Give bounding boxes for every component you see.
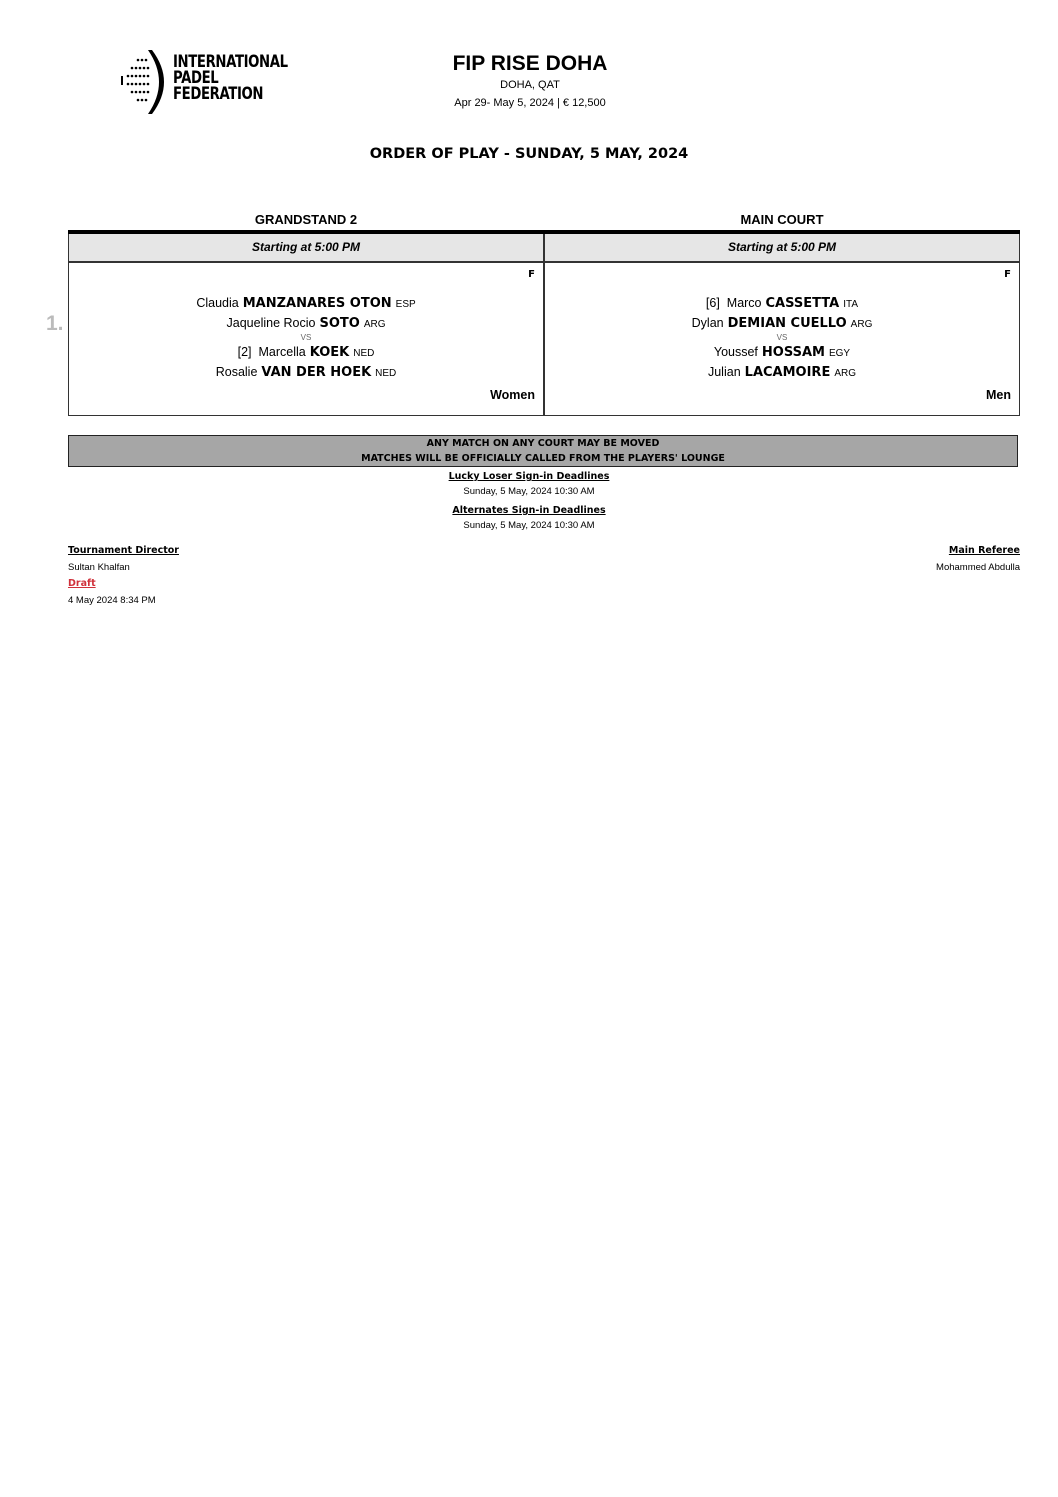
start-time: Starting at 5:00 PM	[69, 234, 543, 263]
category-label: Men	[986, 388, 1011, 402]
vs-label: VS	[300, 333, 312, 342]
tournament-dates: Apr 29- May 5, 2024 | € 12,500	[454, 97, 606, 109]
padel-ball-logo-icon	[118, 48, 168, 116]
player: Julian LACAMOIRE ARG	[707, 365, 856, 380]
match-cell	[545, 263, 1019, 415]
referee-name: Mohammed Abdulla	[936, 561, 1020, 573]
match-cell	[69, 263, 543, 415]
schedule-table	[68, 212, 1020, 416]
page-title: ORDER OF PLAY - SUNDAY, 5 MAY, 2024	[369, 146, 689, 162]
notice-line: ANY MATCH ON ANY COURT MAY BE MOVED	[426, 438, 660, 449]
start-time: Starting at 5:00 PM	[545, 234, 1019, 263]
logo-line: PADEL	[173, 68, 219, 88]
deadline-title: Lucky Loser Sign-in Deadlines	[448, 471, 610, 482]
tournament-header	[330, 52, 730, 109]
lucky-loser-deadline	[0, 471, 1058, 497]
court-name: MAIN COURT	[740, 212, 824, 227]
court-name: GRANDSTAND 2	[254, 212, 358, 227]
tournament-title: FIP RISE DOHA	[452, 52, 608, 75]
fip-logo	[118, 48, 288, 118]
referee-title: Main Referee	[948, 545, 1020, 556]
deadline-time: Sunday, 5 May, 2024 10:30 AM	[463, 520, 595, 531]
director-name: Sultan Khalfan	[68, 561, 130, 573]
player: Jaqueline Rocio SOTO ARG	[226, 316, 386, 331]
logo-line: FEDERATION	[173, 84, 264, 104]
category-label: Women	[490, 388, 535, 402]
timestamp: 4 May 2024 8:34 PM	[68, 594, 156, 606]
court-column	[68, 234, 544, 416]
logo-text	[173, 54, 288, 102]
player: Dylan DEMIAN CUELLO ARG	[691, 316, 873, 331]
tournament-location: DOHA, QAT	[500, 79, 560, 91]
deadline-time: Sunday, 5 May, 2024 10:30 AM	[463, 486, 595, 497]
notice-line: MATCHES WILL BE OFFICIALLY CALLED FROM THE PLAYERS' LOUNGE	[361, 453, 725, 464]
player: Claudia MANZANARES OTON ESP	[196, 296, 416, 311]
referee-block	[936, 543, 1020, 576]
alternates-deadline	[0, 505, 1058, 531]
director-block	[68, 543, 179, 609]
logo-line: INTERNATIONAL	[173, 52, 288, 72]
player: Youssef HOSSAM EGY	[713, 345, 851, 360]
deadline-title: Alternates Sign-in Deadlines	[452, 505, 606, 516]
draft-label: Draft	[68, 578, 96, 589]
round-label: F	[528, 269, 535, 280]
player: [6] Marco CASSETTA ITA	[705, 296, 859, 311]
vs-label: VS	[776, 333, 788, 342]
match-number: 1.	[46, 312, 64, 335]
court-column	[544, 234, 1020, 416]
notice-banner	[68, 435, 1018, 467]
director-title: Tournament Director	[68, 545, 179, 556]
round-label: F	[1004, 269, 1011, 280]
player: [2] Marcella KOEK NED	[237, 345, 375, 360]
player: Rosalie VAN DER HOEK NED	[215, 365, 397, 380]
